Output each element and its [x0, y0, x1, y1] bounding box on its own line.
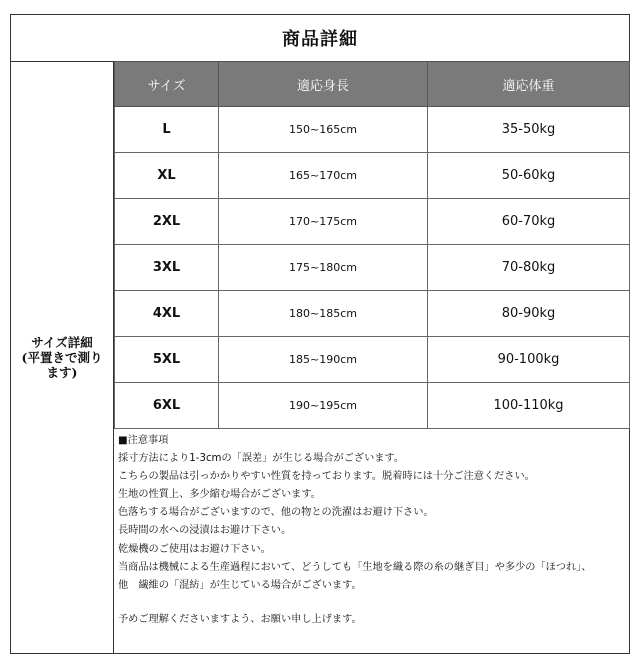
height-cell: 190~195cm: [219, 383, 428, 429]
weight-cell: 90-100kg: [428, 337, 630, 383]
size-cell: 4XL: [115, 291, 219, 337]
note-line: 乾燥機のご使用はお避け下さい。: [118, 543, 271, 555]
height-cell: 150~165cm: [219, 107, 428, 153]
note-line: 色落ちする場合がございますので、他の物との洗濯はお避け下さい。: [118, 507, 434, 519]
table-row: [115, 107, 630, 153]
table-row: [115, 337, 630, 383]
note-line: 生地の性質上、多少縮む場合がございます。: [118, 489, 321, 501]
weight-cell: 100-110kg: [428, 383, 630, 429]
table-row: [115, 153, 630, 199]
notes-section: [115, 412, 629, 653]
notes-spacer: [118, 595, 625, 611]
size-cell: XL: [115, 153, 219, 199]
size-details-label-line1: サイズ詳細: [31, 334, 93, 350]
note-line: 当商品は機械による生産過程において、どうしても「生地を織る際の糸の継ぎ目」や多少の「ほつれ」、: [118, 561, 592, 573]
table-row: [115, 291, 630, 337]
notes-closing: 予めご理解くださいますよう、お願い申し上げます。: [118, 613, 362, 625]
weight-cell: 50-60kg: [428, 153, 630, 199]
note-line: 採寸方法により1-3cmの「誤差」が生じる場合がございます。: [118, 453, 405, 465]
header-size: サイズ: [115, 62, 219, 107]
size-details-label-line2: (平置きで測り: [21, 349, 103, 365]
height-cell: 185~190cm: [219, 337, 428, 383]
height-cell: 175~180cm: [219, 245, 428, 291]
weight-cell: 60-70kg: [428, 199, 630, 245]
weight-cell: 35-50kg: [428, 107, 630, 153]
height-cell: 180~185cm: [219, 291, 428, 337]
page-title: 商品詳細: [11, 15, 629, 62]
weight-cell: 80-90kg: [428, 291, 630, 337]
size-details-label-line3: ます): [46, 364, 78, 380]
size-table-header-row: [115, 62, 630, 107]
height-cell: 170~175cm: [219, 199, 428, 245]
size-cell: 2XL: [115, 199, 219, 245]
table-row: [115, 199, 630, 245]
notes-heading: ■注意事項: [118, 435, 169, 446]
note-line: 長時間の水への浸漬はお避け下さい。: [118, 525, 292, 537]
size-cell: L: [115, 107, 219, 153]
size-table: [114, 61, 630, 429]
weight-cell: 70-80kg: [428, 245, 630, 291]
size-cell: 6XL: [115, 383, 219, 429]
height-cell: 165~170cm: [219, 153, 428, 199]
table-row: [115, 245, 630, 291]
header-height: 適応身長: [219, 62, 428, 107]
size-cell: 3XL: [115, 245, 219, 291]
note-line: こちらの製品は引っかかりやすい性質を持っております。脱着時には十分ご注意ください。: [118, 471, 535, 483]
product-details-frame: [10, 14, 630, 654]
size-details-label: [11, 61, 114, 653]
size-cell: 5XL: [115, 337, 219, 383]
header-weight: 適応体重: [428, 62, 630, 107]
note-line: 他 繊維の「混紡」が生じている場合がございます。: [118, 579, 362, 591]
